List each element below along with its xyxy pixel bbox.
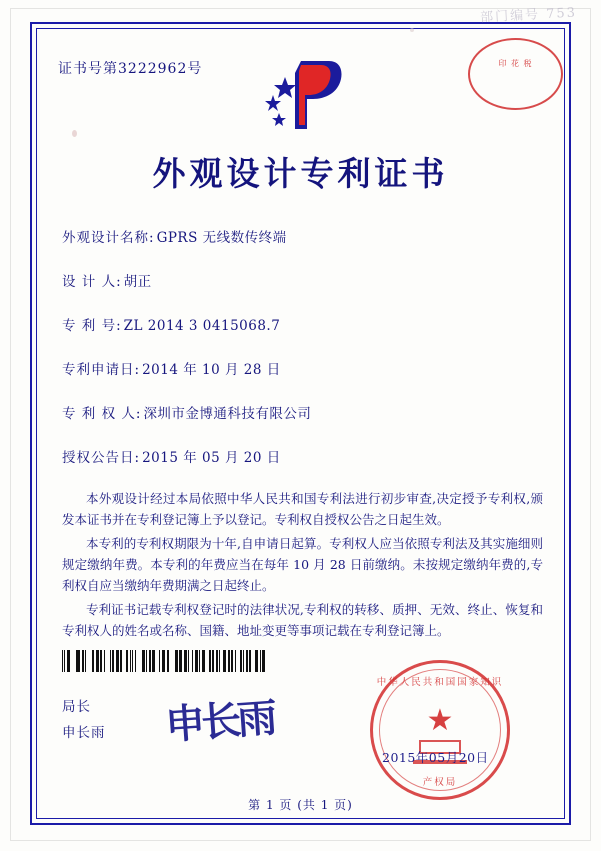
field-value: 深圳市金博通科技有限公司 (143, 406, 312, 422)
field-grant-date (62, 446, 545, 466)
top-annotation: 部门编号 753 (479, 5, 578, 26)
field-value: ZL 2014 3 0415068.7 (123, 318, 281, 334)
field-list (62, 226, 545, 490)
field-value: 2014 年 10 月 28 日 (142, 362, 281, 378)
legal-text (62, 488, 543, 644)
paper-speck (410, 28, 414, 32)
signature-block (62, 694, 106, 746)
handwritten-signature: 申长雨 (163, 694, 275, 749)
tax-stamp-text: 印 花 税 (498, 59, 533, 68)
field-design-name (62, 226, 545, 246)
paper-speck (72, 130, 77, 137)
paragraph-1: 本外观设计经过本局依照中华人民共和国专利法进行初步审查,决定授予专利权,颁发本证书并在专利登记簿上予以登记。专利权自授权公告之日起生效。 (62, 491, 543, 527)
field-patentee (62, 402, 545, 422)
star-icon: ★ (426, 703, 454, 738)
tax-stamp-seal (468, 38, 563, 110)
seal-date: 2015年05月20日 (382, 750, 489, 765)
field-label: 专 利 权 人: (62, 406, 142, 422)
field-value: GPRS 无线数传终端 (156, 230, 287, 246)
field-value: 2015 年 05 月 20 日 (142, 450, 281, 466)
field-patent-number (62, 314, 545, 334)
page-number: 第 1 页 (共 1 页) (248, 798, 353, 812)
field-value: 胡正 (123, 274, 152, 290)
paragraph-3: 专利证书记载专利权登记时的法律状况,专利权的转移、质押、无效、终止、恢复和专利权人的姓名或名称、国籍、地址变更等事项记载在专利登记簿上。 (62, 602, 543, 638)
barcode (62, 650, 267, 672)
paragraph-2: 本专利的专利权期限为十年,自申请日起算。专利权人应当依照专利法及其实施细则规定缴纳年费。本专利的年费应当在每年 10 月 28 日前缴纳。未按规定缴纳年费的,专利权自应当缴纳年费期满之日起终止。 (62, 536, 543, 593)
field-application-date (62, 358, 545, 378)
official-seal (370, 660, 510, 800)
patent-office-logo-icon (255, 55, 345, 135)
certificate-number: 证书号第3222962号 (58, 61, 203, 77)
field-label: 外观设计名称: (62, 230, 155, 246)
official-seal-arc-top: 中华人民共和国国家知识 (376, 677, 504, 688)
field-label: 设 计 人: (62, 274, 122, 290)
field-label: 授权公告日: (62, 450, 141, 466)
field-label: 专利申请日: (62, 362, 141, 378)
director-label: 局长 (62, 699, 91, 715)
page-title: 外观设计专利证书 (152, 154, 449, 193)
director-name: 申长雨 (62, 725, 106, 741)
tax-stamp-ring (468, 38, 563, 110)
field-designer (62, 270, 545, 290)
official-seal-arc-bottom: 产权局 (422, 777, 458, 788)
field-label: 专 利 号: (62, 318, 122, 334)
